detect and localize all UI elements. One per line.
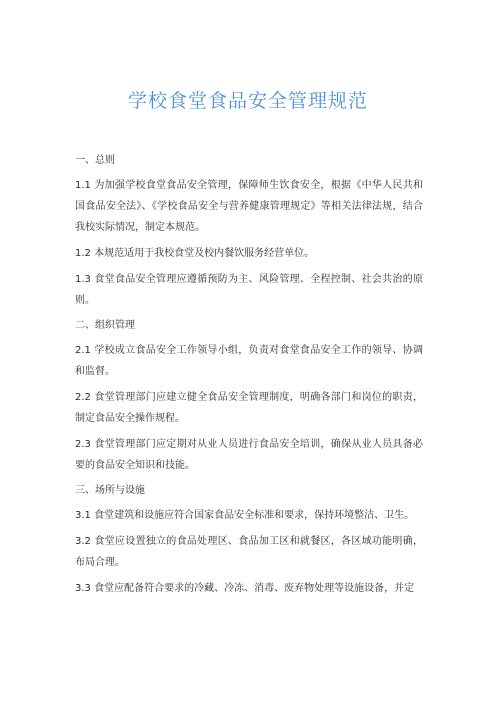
- section-organization: [75, 316, 423, 476]
- paragraph-1-2: 1.2 本规范适用于我校食堂及校内餐饮服务经营单位。: [75, 248, 315, 259]
- paragraph-3-1: 3.1 食堂建筑和设施应符合国家食品安全标准和要求，保持环境整洁、卫生。: [75, 510, 415, 521]
- paragraph-1-3: 1.3 食堂食品安全管理应遵循预防为主、风险管理、全程控制、社会共治的原则。: [75, 274, 423, 306]
- section-facilities: [75, 481, 423, 599]
- section-general: [75, 151, 423, 311]
- paragraph-3-3: 3.3 食堂应配备符合要求的冷藏、冷冻、消毒、废弃物处理等设施设备，并定: [75, 583, 415, 594]
- section-heading: 三、场所与设施: [75, 485, 145, 496]
- paragraph-2-2: 2.2 食堂管理部门应建立健全食品安全管理制度，明确各部门和岗位的职责，制定食品安全操作规程。: [75, 392, 423, 424]
- paragraph-2-3: 2.3 食堂管理部门应定期对从业人员进行食品安全培训，确保从业人员具备必要的食品安全知识和技能。: [75, 439, 423, 471]
- document-body: [75, 151, 423, 604]
- section-heading: 一、总则: [75, 155, 115, 166]
- paragraph-2-1: 2.1 学校成立食品安全工作领导小组，负责对食堂食品安全工作的领导、协调和监督。: [75, 345, 423, 377]
- paragraph-1-1: 1.1 为加强学校食堂食品安全管理，保障师生饮食安全，根据《中华人民共和国食品安全法》、《学校食品安全与营养健康管理规定》等相关法律法规，结合我校实际情况，制定本规范。: [75, 180, 423, 233]
- paragraph-3-2: 3.2 食堂应设置独立的食品处理区、食品加工区和就餐区，各区域功能明确，布局合理。: [75, 536, 423, 568]
- section-heading: 二、组织管理: [75, 320, 135, 331]
- document-title: 学校食堂食品安全管理规范: [127, 90, 368, 112]
